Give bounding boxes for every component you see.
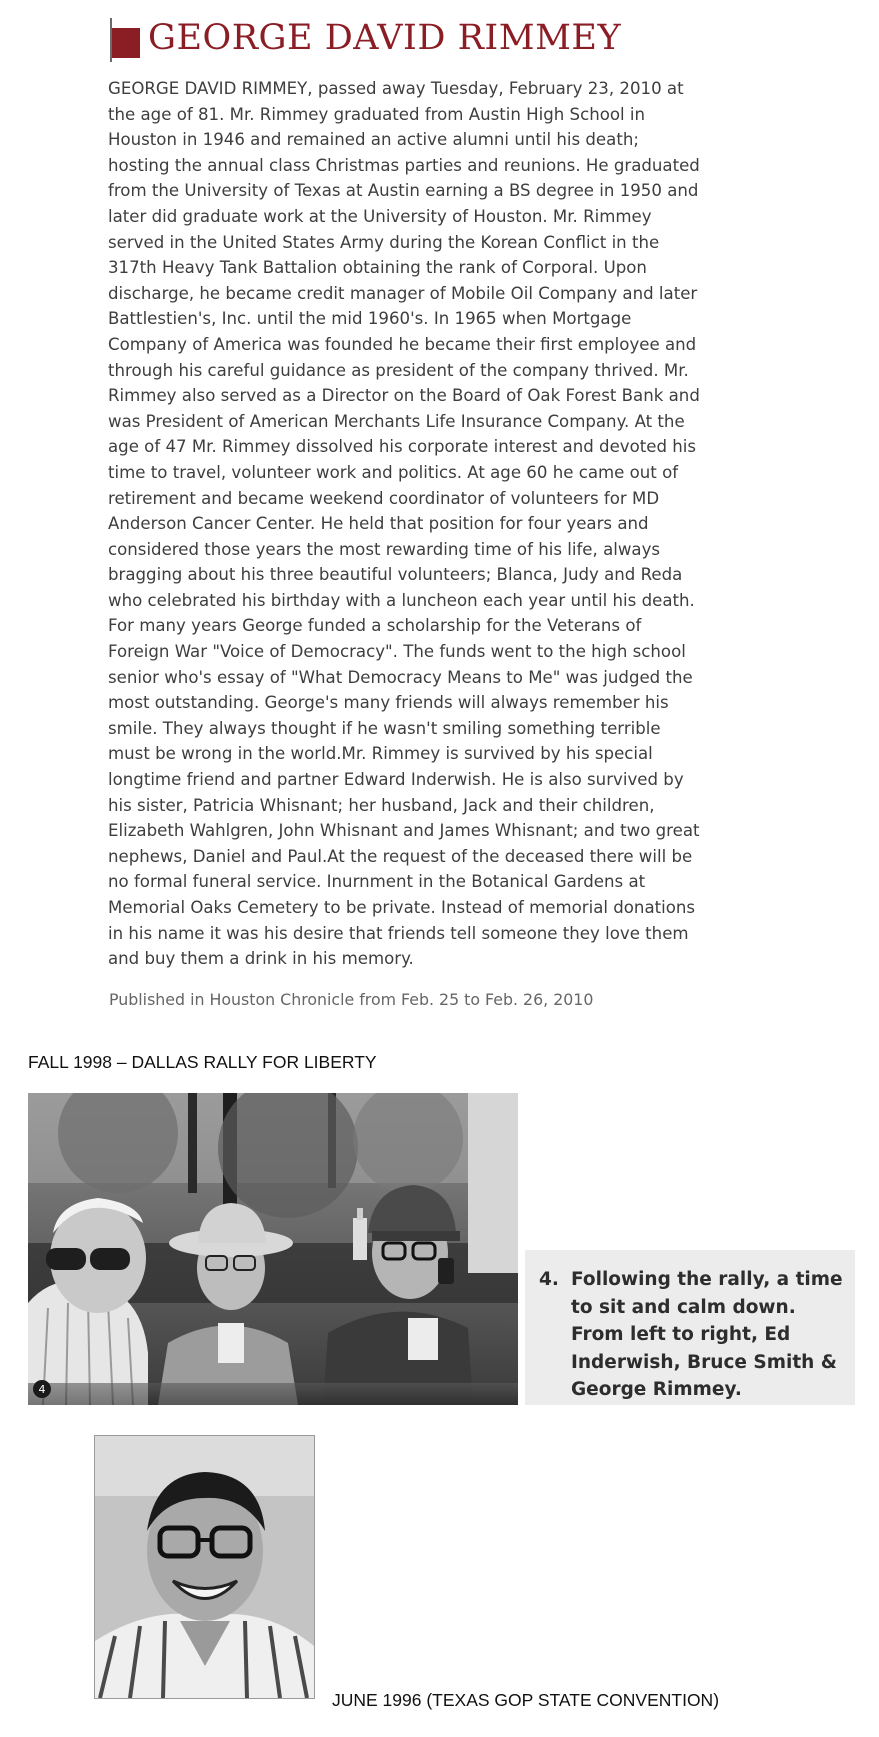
title-marker-square	[112, 28, 140, 58]
rally-caption-box	[525, 1250, 855, 1405]
obituary-body: GEORGE DAVID RIMMEY, passed away Tuesday, February 23, 2010 at the age of 81. Mr. Rimmey graduated from Austin High School in Houston in 1946 and remained an active alumni until his death; hosting the annual class Christmas parties and reunions. He graduated from the University of Texas at Austin earning a BS degree in 1950 and later did graduate work at the University of Houston. Mr. Rimmey served in the United States Army during the Korean Conflict in the 317th Heavy Tank Battalion obtaining the rank of Corporal. Upon discharge, he became credit manager of Mobile Oil Company and later Battlestien's, Inc. until the mid 1960's. In 1965 when Mortgage Company of America was founded he became their first employee and through his careful guidance as president of the company thrived. Mr. Rimmey also served as a Director on the Board of Oak Forest Bank and was President of American Merchants Life Insurance Company. At the age of 47 Mr. Rimmey dissolved his corporate interest and devoted his time to travel, volunteer work and politics. At age 60 he came out of retirement and became weekend coordinator of volunteers for MD Anderson Cancer Center. He held that position for four years and considered those years the most rewarding time of his life, always bragging about his three beautiful volunteers; Blanca, Judy and Reda who celebrated his birthday with a luncheon each year until his death. For many years George funded a scholarship for the Veterans of Foreign War "Voice of Democracy". The funds went to the high school senior who's essay of "What Democracy Means to Me" was judged the most outstanding. George's many friends will always remember his smile. They always thought if he wasn't smiling something terrible must be wrong in the world.Mr. Rimmey is survived by his special longtime friend and partner Edward Inderwish. He is also survived by his sister, Patricia Whisnant; her husband, Jack and their children, Elizabeth Wahlgren, John Whisnant and James Whisnant; and two great nephews, Daniel and Paul.At the request of the deceased there will be no formal funeral service. Inurnment in the Botanical Gardens at Memorial Oaks Cemetery to be private. Instead of memorial donations in his name it was his desire that friends tell someone they love them and buy them a drink in his memory.	[108, 79, 700, 969]
published-note: Published in Houston Chronicle from Feb. 25 to Feb. 26, 2010	[109, 990, 594, 1009]
rally-caption-text: Following the rally, a time to sit and calm down. From left to right, Ed Inderwish, Bruce Smith & George Rimmey.	[571, 1269, 843, 1400]
rally-photo	[28, 1093, 518, 1405]
obituary-title: GEORGE DAVID RIMMEY	[148, 18, 622, 58]
rally-caption-number: 4.	[539, 1269, 559, 1290]
portrait-photo-image	[95, 1436, 314, 1698]
rally-heading: FALL 1998 – DALLAS RALLY FOR LIBERTY	[28, 1052, 377, 1072]
photo-marker-number: 4	[38, 1383, 46, 1396]
rally-photo-image	[28, 1093, 518, 1405]
portrait-photo	[95, 1436, 314, 1698]
rally-caption	[539, 1266, 845, 1404]
convention-caption: JUNE 1996 (TEXAS GOP STATE CONVENTION)	[332, 1690, 720, 1710]
